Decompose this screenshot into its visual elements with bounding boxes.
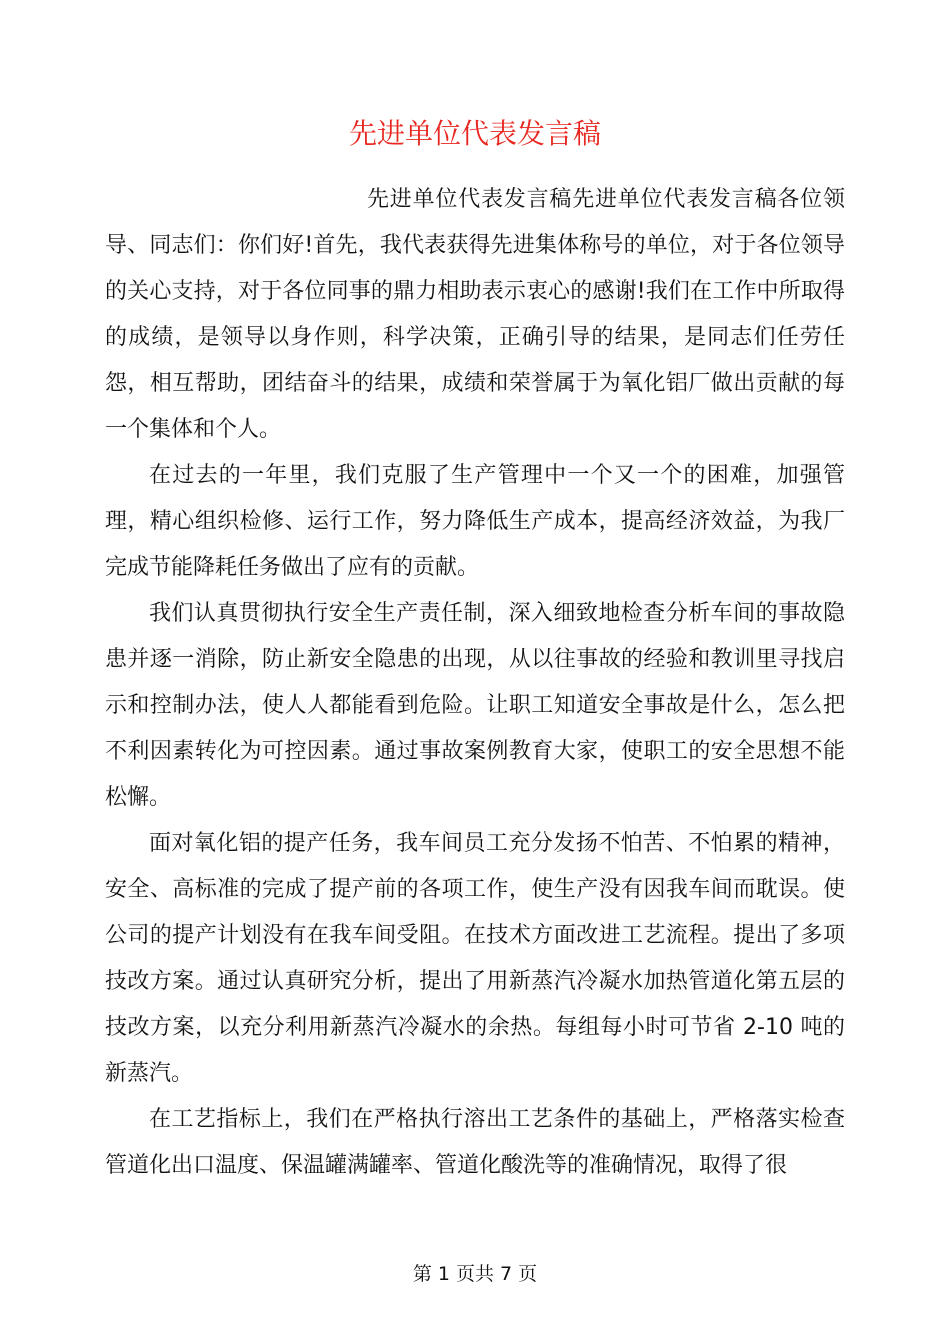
paragraph-4: 面对氧化铝的提产任务，我车间员工充分发扬不怕苦、不怕累的精神，安全、高标准的完成了提产前的各项工作，使生产没有因我车间而耽误。使公司的提产计划没有在我车间受阻。在技术方面改进工艺流程。提出了多项技改方案。通过认真研究分析，提出了用新蒸汽冷凝水加热管道化第五层的技改方案，以充分利用新蒸汽冷凝水的余热。每组每小时可节省 2-10 吨的新蒸汽。 (105, 831, 845, 1086)
paragraph-2: 在过去的一年里，我们克服了生产管理中一个又一个的困难，加强管理，精心组织检修、运行工作，努力降低生产成本，提高经济效益，为我厂完成节能降耗任务做出了应有的贡献。 (105, 463, 845, 580)
page-number-footer: 第 1 页共 7 页 (412, 1263, 538, 1285)
paragraph-1: 先进单位代表发言稿先进单位代表发言稿各位领导、同志们：你们好!首先，我代表获得先进集体称号的单位，对于各位领导的关心支持，对于各位同事的鼎力相助表示衷心的感谢!我们在工作中所取得的成绩，是领导以身作则，科学决策，正确引导的结果，是同志们任劳任怨，相互帮助，团结奋斗的结果，成绩和荣誉属于为氧化铝厂做出贡献的每一个集体和个人。 (105, 187, 845, 442)
document-title: 先进单位代表发言稿 (348, 117, 601, 150)
paragraph-3: 我们认真贯彻执行安全生产责任制，深入细致地检查分析车间的事故隐患并逐一消除，防止新安全隐患的出现，从以往事故的经验和教训里寻找启示和控制办法，使人人都能看到危险。让职工知道安全事故是什么，怎么把不利因素转化为可控因素。通过事故案例教育大家，使职工的安全思想不能松懈。 (105, 601, 845, 810)
document-body (105, 177, 845, 1189)
paragraph-5: 在工艺指标上，我们在严格执行溶出工艺条件的基础上，严格落实检查管道化出口温度、保温罐满罐率、管道化酸洗等的准确情况，取得了很 (105, 1107, 845, 1178)
